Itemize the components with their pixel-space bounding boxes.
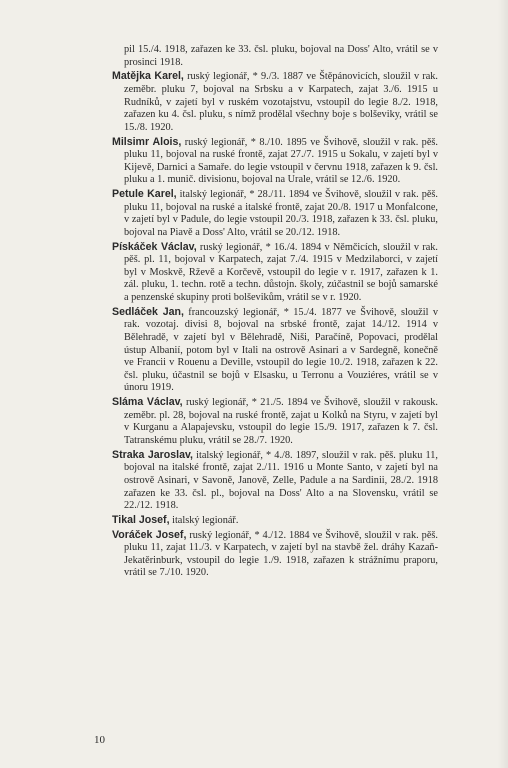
entry-text: italský legionář, * 28./11. 1894 ve Švihově, sloužil v rak. pěš. pluku 11, bojoval na ruské a italské frontě, zajat 20./8. 1917 u Monfalcone, v zajetí byl v Padule, do legie vstoupil 20./3. 1918, zařazen k 33. čsl. pluku, bojoval na Piavě a Doss' Alto, vrátil se 20./12. 1918. [124,189,438,238]
entry-name: Voráček Josef, [112,528,187,541]
entry-text: francouzský legionář, * 15./4. 1877 ve Švihově, sloužil v rak. vozotaj. divisi 8, bojoval na srbské frontě, zajat 14./12. 1914 v Bělehradě, v zajetí byl v Bělehradě, Niši, Paračíně, Popovaci, prodělal ústup Albanií, potom byl v Itali na ostrově Asinari a v Sardegně, konečně ve Francii v Rouenu a Deville, vstoupil do legie 10./2. 1918, zařazen k 22. čsl. pluku, účastnil se bojů v Elsasku, u Terronu a Vouziéres, vrátil se v únoru 1919. [124,306,438,394]
entry-name: Sláma Václav, [112,396,183,409]
entry-text: ruský legionář, * 21./5. 1894 ve Švihově, sloužil v rakousk. zeměbr. pl. 28, bojoval na ruské frontě, zajat u Kolků na Styru, v zajetí byl v Kurganu a Alapajevsku, vstoupil do legie 15./9. 1917, zařazen k 7. čsl. Tatranskému pluku, vrátil se 28./7. 1920. [124,397,438,446]
entry-voracek-josef [112,529,438,580]
entry-text: ruský legionář, * 4./12. 1884 ve Švihově, sloužil v rak. pěš. pluku 11, zajat 11./3. v Karpatech, v zajetí byl na stavbě žel. dráhy Kazaň-Jekatěrinburk, vstoupil do legie 1./9. 1918, zařazen k strážnímu praporu, vrátil se 7./10. 1920. [124,529,438,579]
entry-name: Petule Karel, [112,188,177,201]
entry-name: Pískáček Václav, [112,240,197,253]
entry-tikal-josef [112,514,438,528]
entry-piskacek-vaclav [112,241,438,305]
entry-text: pil 15./4. 1918, zařazen ke 33. čsl. pluku, bojoval na Doss' Alto, vrátil se v prosinci 1918. [124,44,438,68]
page-number: 10 [94,734,105,746]
entry-name: Matějka Karel, [112,70,184,83]
entry-sedlacek-jan [112,306,438,395]
legionnaire-list [112,44,438,581]
entry-matejka-karel [112,70,438,134]
entry-text: ruský legionář, * 9./3. 1887 ve Štěpánovicích, sloužil v rak. zeměbr. pluku 7, bojoval na Srbsku a v Karpatech, zajat 3./6. 1915 u Rudníků, v zajetí byl v ruském vozotajstvu, vstoupil do legie 8./2. 1918, zařazen ku 4. čsl. pluku, s nímž prodělal všechny boje s bolševiky, vrátil se 15./8. 1920. [124,71,439,133]
entry-name: Milsimr Alois, [112,135,182,148]
entry-continuation [112,44,438,69]
entry-text: italský legionář. [169,514,239,526]
entry-text: italský legionář, * 4./8. 1897, sloužil v rak. pěš. pluku 11, bojoval na italské frontě, zajat 2./11. 1916 u Monte Santo, v zajetí byl na ostrově Asinari, v Savoně, Janově, Zelle, Padule a na Sardinii, 28./2. 1918 zařazen ke 33. čsl. pl., bojoval na Doss' Alto a na Slovensku, vrátil se 22./12. 1918. [124,449,438,512]
entry-slama-vaclav [112,396,438,447]
entry-petule-karel [112,188,438,239]
page-edge-shadow [498,0,508,768]
entry-text: ruský legionář, * 16./4. 1894 v Němčicích, sloužil v rak. pěš. pl. 11, bojoval v Karpatech, zajat 7./4. 1915 v Medzilaborci, v zajetí byl v Moskvě, Rževě a Korčevě, vstoupil do legie v r. 1917, zařazen k 1. zál. pluku, 1. techn. rotě a techn. důstojn. školy, zúčastnil se bojů samarské a penzenské skupiny proti bolševikům, vrátil se v r. 1920. [124,241,438,304]
entry-name: Sedláček Jan, [112,305,184,318]
entry-straka-jaroslav [112,449,438,513]
entry-name: Straka Jaroslav, [112,448,194,461]
entry-name: Tikal Josef, [112,513,170,526]
entry-milsimr-alois [112,136,438,187]
entry-text: ruský legionář, * 8./10. 1895 ve Švihově, sloužil v rak. pěš. pluku 11, bojoval na ruské frontě, zajat 27./7. 1915 u Sokalu, v zajetí byl v Kijevě, Darnici a Samaře. do legie vstoupil v červnu 1918, zařazen k 9. čsl. pluku a 1. munič. divisionu, bojoval na Urale, vrátil se 12./6. 1920. [124,136,438,186]
